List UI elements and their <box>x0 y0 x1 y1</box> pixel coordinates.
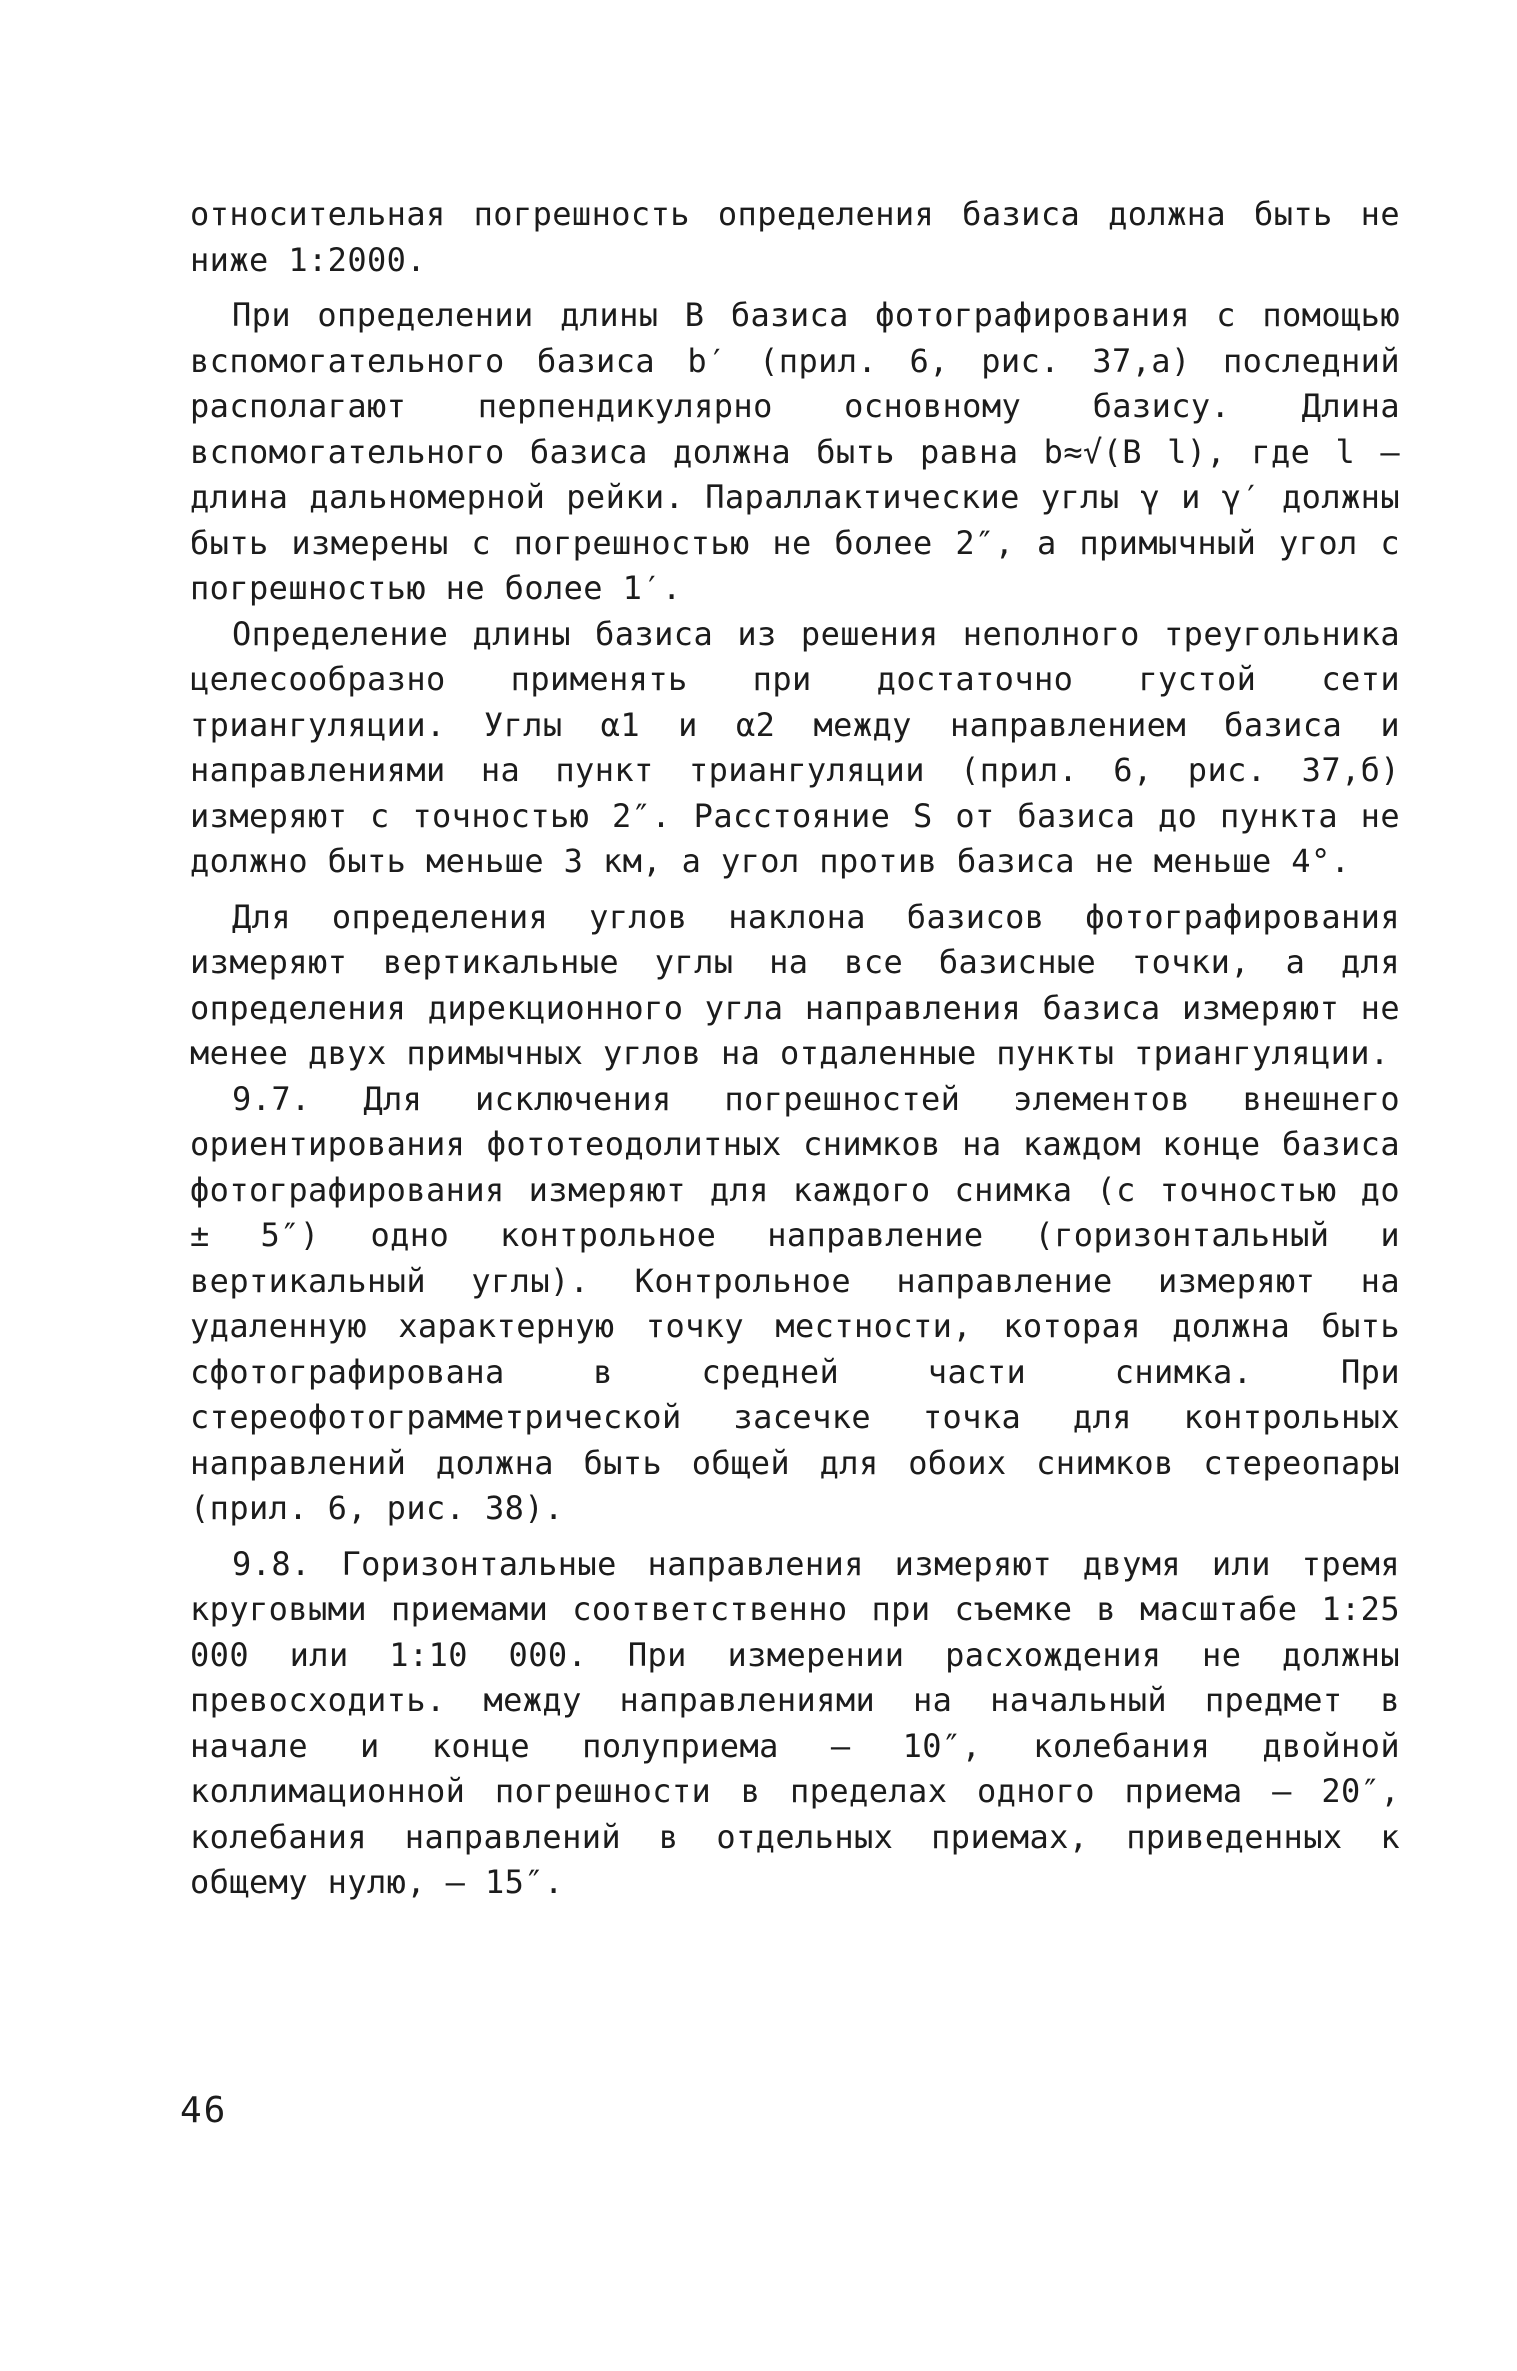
paragraph-base-accuracy: относительная погрешность определения базиса должна быть не ниже 1:2000. <box>190 195 1400 279</box>
paragraph-inclination-angles: Для определения углов наклона базисов фотографирования измеряют вертикальные углы на все базисные точки, а для определения дирекционного угла направления базиса измеряют не менее двух примычных углов на отдаленные пункты триангуляции. <box>190 897 1400 1072</box>
paragraph-section-9-8: 9.8. Горизонтальные направления измеряют двумя или тремя круговыми приемами соответственно при съемке в масштабе 1:25 000 или 1:10 000. При измерении расхождения не должны превосходить. между направлениями на начальный предмет в начале и конце полуприема – 10″, колебания двойной коллимационной погрешности в пределах одного приема – 20″, колебания направлений в отдельных приемах, приведенных к общему нулю, – 15″. <box>190 1544 1400 1901</box>
paragraph-incomplete-triangle: Определение длины базиса из решения неполного треугольника целесообразно применять при достаточно густой сети триангуляции. Углы α1 и α2 между направлением базиса и направлениями на пункт триангуляции (прил. 6, рис. 37,б) измеряют с точностью 2″. Расстояние S от базиса до пункта не должно быть меньше 3 км, а угол против базиса не меньше 4°. <box>190 614 1400 880</box>
page-number: 46 <box>180 2090 228 2131</box>
paragraph-section-9-7: 9.7. Для исключения погрешностей элементов внешнего ориентирования фототеодолитных снимков на каждом конце базиса фотографирования измеряют для каждого снимка (с точностью до ± 5″) одно контрольное направление (горизонтальный и вертикальный углы). Контрольное направление измеряют на удаленную характерную точку местности, которая должна быть сфотографирована в средней части снимка. При стереофотограмметрической засечке точка для контрольных направлений должна быть общей для обоих снимков стереопары (прил. 6, рис. 38). <box>190 1079 1400 1527</box>
paragraph-auxiliary-base: При определении длины B базиса фотографирования с помощью вспомогательного базиса b′ (прил. 6, рис. 37,а) последний располагают перпендикулярно основному базису. Длина вспомогательного базиса должна быть равна b≈√(B l), где l – длина дальномерной рейки. Параллактические углы γ и γ′ должны быть измерены с погрешностью не более 2″, а примычный угол с погрешностью не более 1′. <box>190 296 1400 607</box>
body-text <box>190 192 1400 1906</box>
